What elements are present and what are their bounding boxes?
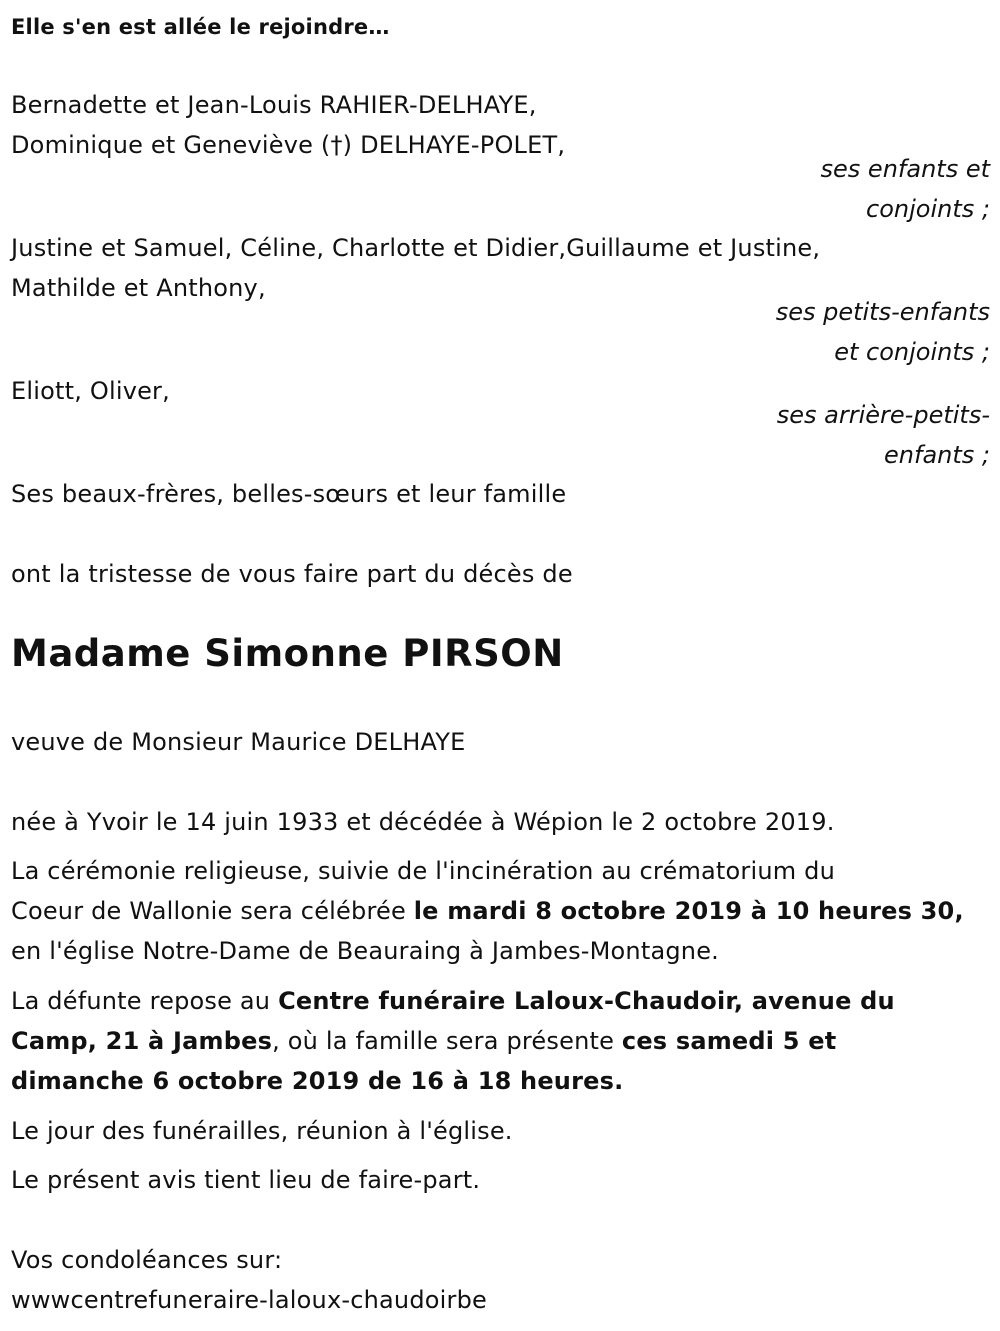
repose-line-3: dimanche 6 octobre 2019 de 16 à 18 heures. [11, 1067, 624, 1095]
announcement: ont la tristesse de vous faire part du décès de [11, 560, 573, 588]
greatgrandchildren-label-1: ses arrière-petits- [776, 401, 990, 429]
children-label-2: conjoints ; [866, 195, 990, 223]
condolences-label: Vos condoléances sur: [11, 1246, 283, 1274]
children-label-1: ses enfants et [820, 155, 990, 183]
children-line-1: Bernadette et Jean-Louis RAHIER-DELHAYE, [11, 91, 537, 119]
grandchildren-line-2: Mathilde et Anthony, [11, 274, 266, 302]
repose-line-1 [11, 986, 895, 1016]
repose-location: Centre funéraire Laloux-Chaudoir, avenue du [278, 987, 895, 1015]
repose-days: ces samedi 5 et [621, 1027, 837, 1055]
repose-line-1-text: La défunte repose au [11, 987, 279, 1015]
grandchildren-label-1: ses petits-enfants [775, 298, 990, 326]
deceased-name: Madame Simonne PIRSON [11, 632, 564, 675]
condolences-url[interactable]: wwwcentrefuneraire-laloux-chaudoirbe [11, 1286, 487, 1314]
widow-of: veuve de Monsieur Maurice DELHAYE [11, 728, 466, 756]
meeting-line: Le jour des funérailles, réunion à l'église. [11, 1117, 513, 1145]
ceremony-line-1: La cérémonie religieuse, suivie de l'incinération au crématorium du [11, 857, 836, 885]
heading: Elle s'en est allée le rejoindre… [11, 15, 390, 39]
children-line-2: Dominique et Geneviève (†) DELHAYE-POLET, [11, 131, 566, 159]
grandchildren-label-2: et conjoints ; [834, 338, 990, 366]
greatgrandchildren-line-1: Eliott, Oliver, [11, 377, 170, 405]
greatgrandchildren-label-2: enfants ; [884, 441, 990, 469]
birth-death: née à Yvoir le 14 juin 1933 et décédée à Wépion le 2 octobre 2019. [11, 808, 835, 836]
ceremony-line-2 [11, 896, 964, 926]
repose-line-2 [11, 1026, 836, 1056]
ceremony-date: le mardi 8 octobre 2019 à 10 heures 30, [413, 897, 964, 925]
repose-address: Camp, 21 à Jambes [11, 1027, 273, 1055]
inlaws-line: Ses beaux-frères, belles-sœurs et leur famille [11, 480, 567, 508]
ceremony-line-3: en l'église Notre-Dame de Beauraing à Jambes-Montagne. [11, 937, 719, 965]
repose-line-2-text: , où la famille sera présente [272, 1027, 622, 1055]
grandchildren-line-1: Justine et Samuel, Céline, Charlotte et Didier,Guillaume et Justine, [11, 234, 821, 262]
ceremony-line-2-text: Coeur de Wallonie sera célébrée [11, 897, 414, 925]
notice-line: Le présent avis tient lieu de faire-part. [11, 1166, 481, 1194]
